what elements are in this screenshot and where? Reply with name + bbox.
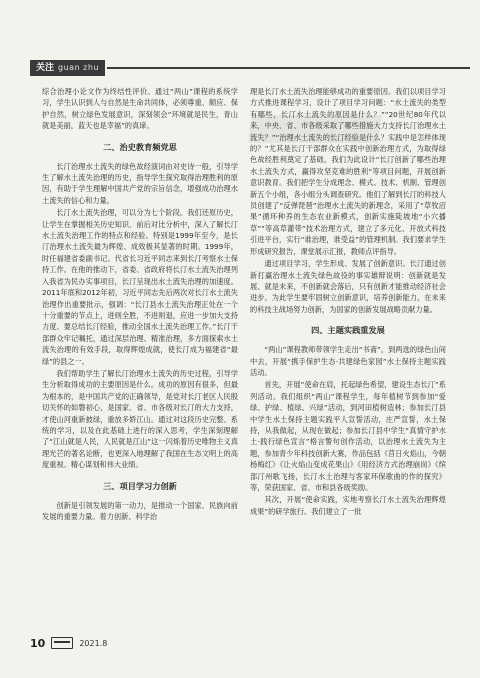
paragraph: 长汀治理水土流失的绿色故经演词由对史诗一般，引导学生了解水土流失治理的历史，指导学生探究取得治理胜利的原因，有助于学生理解中国共产党的宗旨信念，增强成功治理水土流失的信心和力量。: [42, 161, 238, 205]
right-column: [250, 86, 446, 518]
page-number: 10: [30, 636, 46, 650]
header-rule: [107, 67, 470, 69]
section-tag: [30, 60, 105, 76]
left-column: [42, 86, 238, 523]
section-header: [30, 60, 470, 76]
paragraph: 首先，开展“使命在肩，托起绿色希望，建设生态长汀”系列活动。我们组织“两山”课程学生，每年植树节到参加“爱绿、护绿、植绿、兴绿”活动，到河田植树造林；参加长汀县中学生水土保持主题实践平人宣誓活动，庄严宣誓，水土保持，从我做起，从现在做起；参加长汀县中学生“真情守护水土·践行绿色宣言”格言警句创作活动，以治理水土流失为主题，参加青少年科技创新大赛，作品包括《苜日火焰山，今朝杨梅红》《让火焰山变成花果山》《用经济方式治理崩岗》《缤部汀州歌飞扬，长汀水土治理与客家环保歌曲的作的探究》等，荣获国家、省、市和县各级奖励。: [250, 380, 446, 492]
page-footer: [30, 636, 450, 650]
section-pinyin: guan zhu: [58, 63, 100, 72]
paragraph: “两山”课程教师带领学生走出“书斋”，到两选的绿色山间中去，开展“携手保护生态·共建绿色家园”水土保持主题实践活动。: [250, 345, 446, 377]
issue-number: 2021.8: [79, 638, 108, 648]
section-title: 关注: [36, 63, 55, 73]
magazine-logo-icon: [51, 637, 73, 649]
paragraph: 其次，开展“使命实践，实地考察长汀水土流失治理辉煌成果”的研学旅行。我们建立了一批: [250, 495, 446, 516]
paragraph: 综合治理小论文作为终结性评价。通过“两山”课程的系统学习，学生认识到人与自然是生命共同体，必须尊重、顺应、保护自然，树立绿色发展意识，深刻领会“环境就是民生，青山就是美丽，蓝天也是幸福”的真谛。: [42, 87, 238, 131]
paragraph: 长汀水土流失治理，可以分为七个阶段。我们还原历史，让学生在掌握相关历史知识、前后对比分析中，深入了解长汀水土流失治理工作的特点和经验。特别是1999年至今，是长汀治理水土流失最为辉煌、成效极其显著的时期。1999年，时任福建省委副书记、代省长习近平同志来到长汀考察水土保持工作。在他的推动下，省委、省政府将长汀水土流失治理列入我省为民办实事项目，长汀呈现出水土流失治理的加速度。2011年底和2012年初，习近平同志先后两次对长汀水土流失治理作出重要批示，强调：“长汀县水土流失治理正处在一个十分重要的节点上，进则全胜，不进则退，应进一步加大支持力度。要总结长汀经验，推动全国水土流失治理工作。”长汀干部群众牢记嘱托，通过深层治理、精准治理，多方面探索水土流失治理的有效手段，取得辉煌成就，使长汀成为福建省“最绿”的县之一。: [42, 208, 238, 366]
heading-section-4: 四、主题实践重发展: [311, 325, 385, 336]
paragraph: 通过项目学习，学生形成、发展了创新意识。长汀通过创新打赢治理水土流失绿色故役的事实雄辩说明：创新就是发展、就是未来，不创新就会落后，只有创新才能推动经济社会进步。为此学生要牢固树立创新意识，培养创新能力，在未来的科技主战场努力创新，为国家的创新发展战略贡献力量。: [250, 259, 446, 314]
paragraph: 我们帮助学生了解长汀治理水土流失的历史过程，引导学生分析取得成功的主要原因是什么。成功的原因有很多，但最为根本的，是中国共产党的正确领导，是党对长汀老区人民殷切关怀的如磐初心，是国家、省、市各级对长汀的大力支持，才使山河重新披绿，重放多娇江山。通过对这段历史完整、系统的学习，以及在此基础上进行的深入思考，学生深刻理解了“江山就是人民，人民就是江山”这一闪烁着历史唯物主义真理光芒的著名论断，也更深入地理解了我国在生态文明上的高度重视、精心谋划和伟大业绩。: [42, 368, 238, 470]
paragraph: 创新是引领发展的第一动力，是推动一个国家、民族向前发展的重要力量。着力创新、科学治: [42, 500, 238, 521]
heading-section-2: 二、治史教育频党思: [103, 141, 177, 152]
heading-section-3: 三、项目学习力创新: [103, 480, 177, 491]
paragraph: 理是长汀水土流失治理能够成功的重要原因。我们以项目学习方式推进课程学习，设计了项目学习问题：“水土流失的类型有哪些，长汀水土流失的原因是什么？”“20世纪80年代以来，中央、省、市各级采取了哪些措施大力支持长汀治理水土流失？”“治理水土流失的长汀经验是什么？实践中是怎样体现的？”尤其是长汀干部群众在实践中创新治理方式，为取得绿色故经胜利奠定了基础，我们为此设计“长汀创新了哪些治理水土流失方式，赢得攻坚克难的胜利”等项目问题，开展创新意识教育。我们把学生分成理念、模式、技术、机制、管理创新五个小组，各小组分头调查研究。他们了解到长汀的科技人员创建了“反弹琵琶”治理水土流失的新理念，采用了“草牧沼果”循环种养的生态农业新模式，创新实施陡坡地“小穴播草”“等高草灌带”技术治理方式，建立了多元化、开放式科技引进平台，实行“谁治理，谁受益”的管理机制。我们要求学生形成研究报告，课堂展示汇报，教师点评指导。: [250, 87, 446, 256]
